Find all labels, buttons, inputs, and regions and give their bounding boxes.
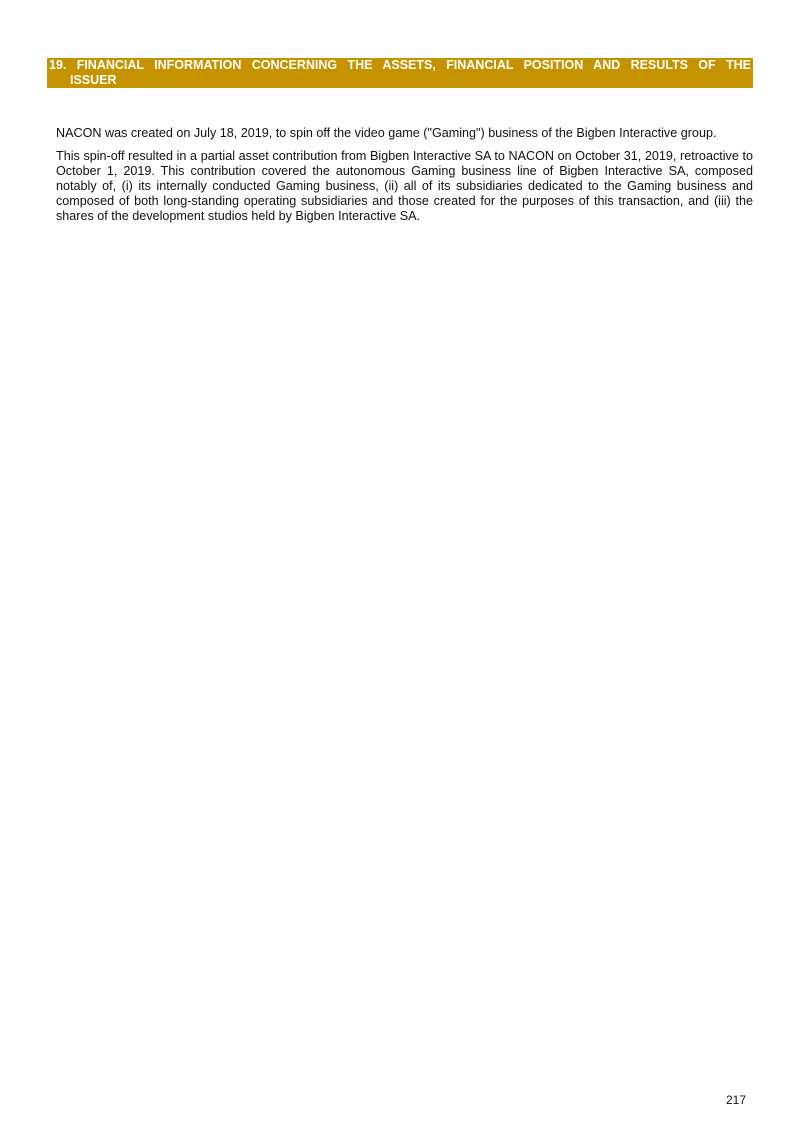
paragraph-1: NACON was created on July 18, 2019, to spin off the video game ("Gaming") business of the Bigben Interactive group. xyxy=(56,126,717,140)
section-heading-line-2: ISSUER xyxy=(70,72,117,87)
paragraph-2: This spin-off resulted in a partial asset contribution from Bigben Interactive SA to NACON on October 31, 2019, retroactive to October 1, 2019. This contribution covered the autonomous Gaming business line of Bigben Interactive SA, composed notably of, (i) its internally conducted Gaming business, (ii) all of its subsidiaries dedicated to the Gaming business and composed of both long-standing operating subsidiaries and those created for the purposes of this transaction, and (iii) the shares of the development studios held by Bigben Interactive SA. xyxy=(56,149,753,223)
page-number: 217 xyxy=(725,1093,746,1107)
section-heading xyxy=(47,58,753,88)
section-heading-line-1: 19. FINANCIAL INFORMATION CONCERNING THE ASSETS, FINANCIAL POSITION AND RESULTS OF THE xyxy=(49,58,751,72)
body-text xyxy=(56,126,753,232)
